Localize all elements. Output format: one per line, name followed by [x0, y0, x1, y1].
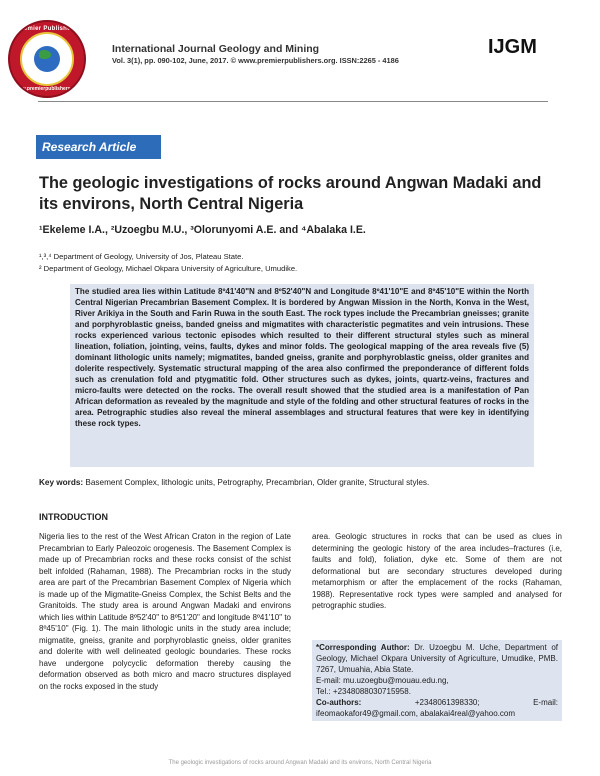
coauthors-tel: +2348061398330; [414, 698, 480, 707]
section-heading-introduction: INTRODUCTION [39, 512, 108, 522]
keywords-label: Key words: [39, 478, 84, 487]
corresponding-author-label: *Corresponding Author: [316, 643, 410, 652]
coauthors-label: Co-authors: [316, 698, 362, 707]
author-list: ¹Ekeleme I.A., ²Uzoegbu M.U., ³Olorunyomi A.E. and ⁴Abalaka I.E. [39, 224, 366, 236]
body-column-right: area. Geologic structures in rocks that can be used as clues in determining the geologic history of the area includes–fractures (i.e, faults and fold), foliation, dyke etc. Some of them are not deformational but are secondary structures developed during metamorphism or after the emplacement of the rocks (Rahaman, 1988). Representative rock types were sampled and analysed for petrographic studies. [312, 532, 562, 610]
coauthors-email-label: E-mail: [533, 698, 558, 707]
coauthors-row [316, 697, 558, 708]
article-type-badge: Research Article [36, 135, 161, 159]
corresponding-author-box [312, 640, 562, 721]
logo-ring [20, 32, 74, 86]
journal-title: International Journal Geology and Mining [112, 43, 320, 55]
page-footer: The geologic investigations of rocks around Angwan Madaki and its environs, North Central Nigeria [168, 760, 432, 766]
corresponding-author-info [316, 642, 558, 675]
body-column-left: Nigeria lies to the rest of the West African Craton in the region of Late Precambrian to Early Paleozoic orogenesis. The Basement Complex is made up of Precambrian rocks and these rocks consist of the schist belt infolded (Rahaman, 1988). The Precambrian rocks in the study area are part of the Precambrian Basement Complex of Nigeria which is made up of the Migmatite-Gneiss Complex, the Schist Belts and the Granitoids. The study area is around Angwan Madaki and environs which lies within Latitude 8º52'40" to 8º51'20" and longitude 8º41'10" to 8º45'10" (Fig. 1). The main lithologic units in the study area include; migmatite, gneiss, granite and porphyroblastic gneiss, older granites and dolerite with well delineated geologic boundaries. These rocks have undergone polycyclic deformation thereby causing the deformation observed as both micro and macro structures displayed on the rocks exposed in the study [39, 532, 291, 691]
affiliation-1: ¹,³,⁴ Department of Geology, University of Jos, Plateau State. [39, 252, 244, 261]
coauthors-emails: ifeomaokafor49@gmail.com, abalakai4real@yahoo.com [316, 709, 516, 718]
journal-meta: Vol. 3(1), pp. 090-102, June, 2017. © www.premierpublishers.org. ISSN:2265 - 4186 [112, 56, 399, 65]
affiliation-2: ² Department of Geology, Michael Okpara University of Agriculture, Umudike. [39, 264, 298, 273]
corresponding-author-email: E-mail: mu.uzoegbu@mouau.edu.ng, [316, 676, 449, 685]
keywords [39, 478, 429, 487]
logo-bottom-text: www.premierpublishers.org [14, 86, 80, 92]
journal-abbreviation: IJGM [488, 36, 537, 58]
corresponding-author-tel: Tel.: +2348088030715958. [316, 687, 411, 696]
logo-top-text: Premier Publishers [16, 26, 78, 32]
abstract-box: The studied area lies within Latitude 8º41'40"N and 8º52'40"N and Longitude 8º41'10"E and 8º45'10"E within the North Central Nigerian Precambrian Basement Complex. It is bordered by Angwan Mission in the North, Konva in the West, River Arikiya in the South and Farin Ruwa in the south East. The rock types include the Precambrian gneisses; granite and porphyroblastic gneiss, banded gneiss and migmatites with characteristic pegmatites and vein intrusions. These rocks experienced various tectonic episodes which resulted to their different structural styles such as mineral lineation, foliation, jointing, veins, faults, dykes and minor folds. The geological mapping of the area reveals five (5) dominant lithologic units namely; migmatites, banded gneiss, granite and porphyroblastic gneiss, older granites and dolerite respectively. Systematic structural mapping of the area also confirmed the preponderance of different folds such as crenulation fold and ptygmatitic fold. Other structures such as dykes, joints, quartz-veins, fractures and micro-faults were detected on the rocks. The overall result showed that the studied area is a manifestation of Pan African deformation as revealed by the magnitude and style of the folding and other structural features of rocks in the area. Petrographic studies also reveal the mineral assemblages and structural features that were key in identifying these rock types. [70, 284, 534, 467]
globe-icon [34, 46, 60, 72]
header-divider [38, 101, 548, 102]
corresponding-author-text: Dr. Uzoegbu M. Uche, Department of Geology, Michael Okpara University of Agriculture, Umudike, PMB. 7267, Umuahia, Abia State. [316, 643, 558, 674]
publisher-logo [8, 20, 86, 98]
keywords-list: Basement Complex, lithologic units, Petrography, Precambrian, Older granite, Structural styles. [85, 478, 430, 487]
paper-title: The geologic investigations of rocks around Angwan Madaki and its environs, North Central Nigeria [39, 174, 542, 213]
